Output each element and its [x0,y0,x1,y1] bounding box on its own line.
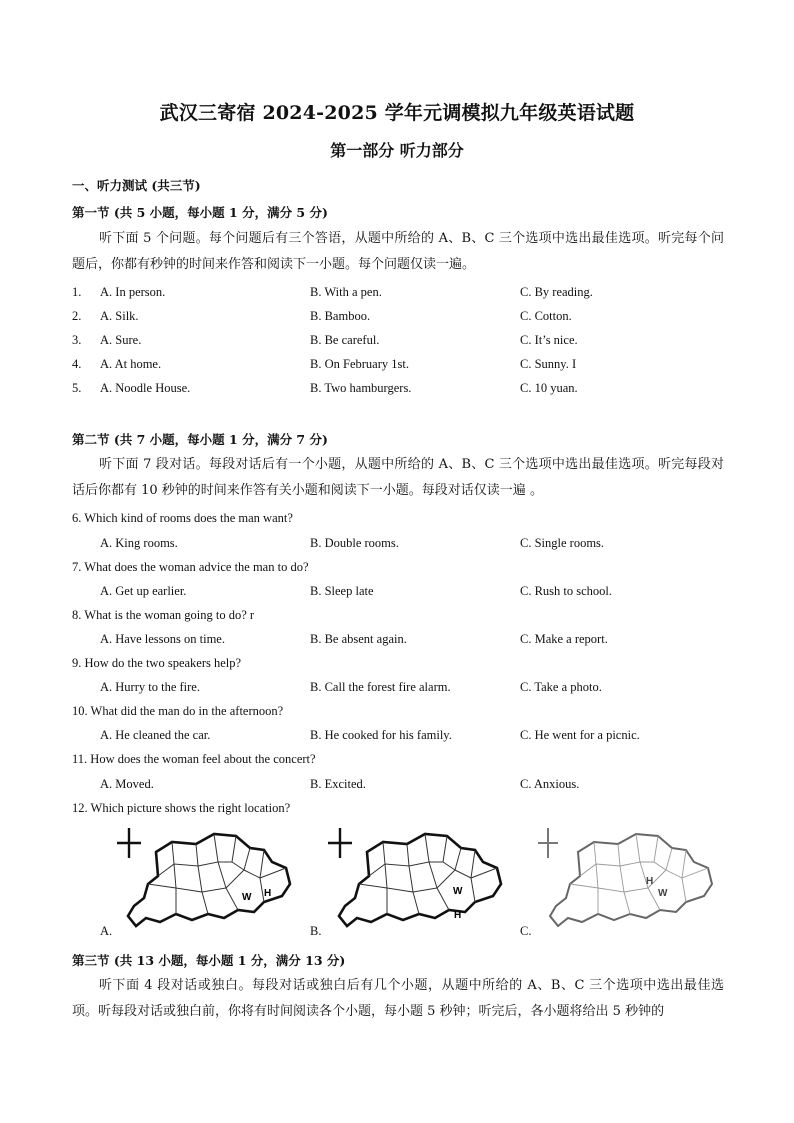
option-a: A. Moved. [100,777,154,791]
option-a: A. King rooms. [100,536,178,550]
section3-instructions: 听下面 4 段对话或独白。每段对话或独白后有几个小题，从题中所给的 A、B、C 三个选项中选出最佳选项。听每段对话或独白前，你将有时间阅读各个小题，每小题 5 秒钟；听完后，各小题将给出 5 秒钟的 [72,978,724,1019]
option-a: A. Sure. [100,333,142,347]
option-a: A. He cleaned the car. [100,728,211,742]
option-a: A. At home. [100,357,162,371]
compass-icon [117,828,141,858]
option-c: C. By reading. [520,285,593,299]
question-number: 2. [72,309,82,323]
question-stem: 10. What did the man do in the afternoon? [72,704,284,718]
option-c: C. 10 yuan. [520,381,578,395]
province-outline [339,834,501,926]
option-a: A. Noodle House. [100,381,191,395]
question-stem: 8. What is the woman going to do? r [72,608,255,622]
option-c: C. He went for a picnic. [520,728,640,742]
option-b: B. Be absent again. [310,632,407,646]
province-outline [550,834,712,926]
option-c: C. Single rooms. [520,536,605,550]
option-b: B. He cooked for his family. [310,728,452,742]
option-b: B. Sleep late [310,584,374,598]
map-label-a: A. [100,924,113,938]
question-stem: 9. How do the two speakers help? [72,656,242,670]
option-c: C. It’s nice. [520,333,578,347]
option-a: A. In person. [100,285,166,299]
map-letter-w: W [658,888,668,899]
option-b: B. Call the forest fire alarm. [310,680,451,694]
option-c: C. Anxious. [520,777,580,791]
section1-instructions: 听下面 5 个问题。每个问题后有三个答语，从题中所给的 A、B、C 三个选项中选出最佳选项。听完每个问题后，你都有秒钟的时间来作答和阅读下一小题。每个问题仅读一遍。 [72,231,724,272]
question-stem: 6. Which kind of rooms does the man want? [72,511,293,525]
option-a: A. Get up earlier. [100,584,187,598]
question-stem: 7. What does the woman advice the man to do? [72,560,309,574]
compass-icon [538,828,558,858]
page-subtitle: 第一部分 听力部分 [330,141,464,160]
map-label-b: B. [310,924,322,938]
map-label-c: C. [520,924,532,938]
option-a: A. Silk. [100,309,139,323]
section2-instructions: 听下面 7 段对话。每段对话后有一个小题，从题中所给的 A、B、C 三个选项中选出最佳选项。听完每段对话后你都有 10 秒钟的时间来作答有关小题和阅读下一小题。每段对话仅读一遍 。 [72,457,724,498]
option-a: A. Have lessons on time. [100,632,225,646]
option-b: B. Double rooms. [310,536,399,550]
option-c: C. Take a photo. [520,680,602,694]
option-b: B. Two hamburgers. [310,381,412,395]
question-number: 5. [72,381,82,395]
page-title: 武汉三寄宿 2024-2025 学年元调模拟九年级英语试题 [159,102,635,124]
option-b: B. Be careful. [310,333,380,347]
map-letter-h: H [264,888,272,899]
map-image-a [114,822,304,938]
option-b: B. With a pen. [310,285,382,299]
map-letter-h: H [454,910,462,921]
section3-heading: 第三节 (共 13 小题，每小题 1 分，满分 13 分) [72,953,346,968]
option-b: B. Bamboo. [310,309,371,323]
section1-heading: 第一节 (共 5 小题，每小题 1 分，满分 5 分) [72,205,328,220]
option-c: C. Make a report. [520,632,608,646]
option-c: C. Rush to school. [520,584,613,598]
question-number: 4. [72,357,82,371]
option-c: C. Cotton. [520,309,572,323]
question-stem: 12. Which picture shows the right location? [72,801,291,815]
map-image-b [325,822,515,938]
question-stem: 11. How does the woman feel about the concert? [72,752,316,766]
map-image-c [536,822,726,938]
section2-heading: 第二节 (共 7 小题，每小题 1 分，满分 7 分) [72,432,328,447]
province-outline [128,834,290,926]
compass-icon [328,828,352,858]
map-letter-h: H [646,876,654,887]
option-a: A. Hurry to the fire. [100,680,200,694]
question-number: 3. [72,333,82,347]
question-number: 1. [72,285,82,299]
option-c: C. Sunny. I [520,357,577,371]
option-b: B. On February 1st. [310,357,409,371]
option-b: B. Excited. [310,777,366,791]
map-letter-w: W [242,892,252,903]
map-letter-w: W [453,886,463,897]
part-heading: 一、听力测试 (共三节) [72,178,201,193]
